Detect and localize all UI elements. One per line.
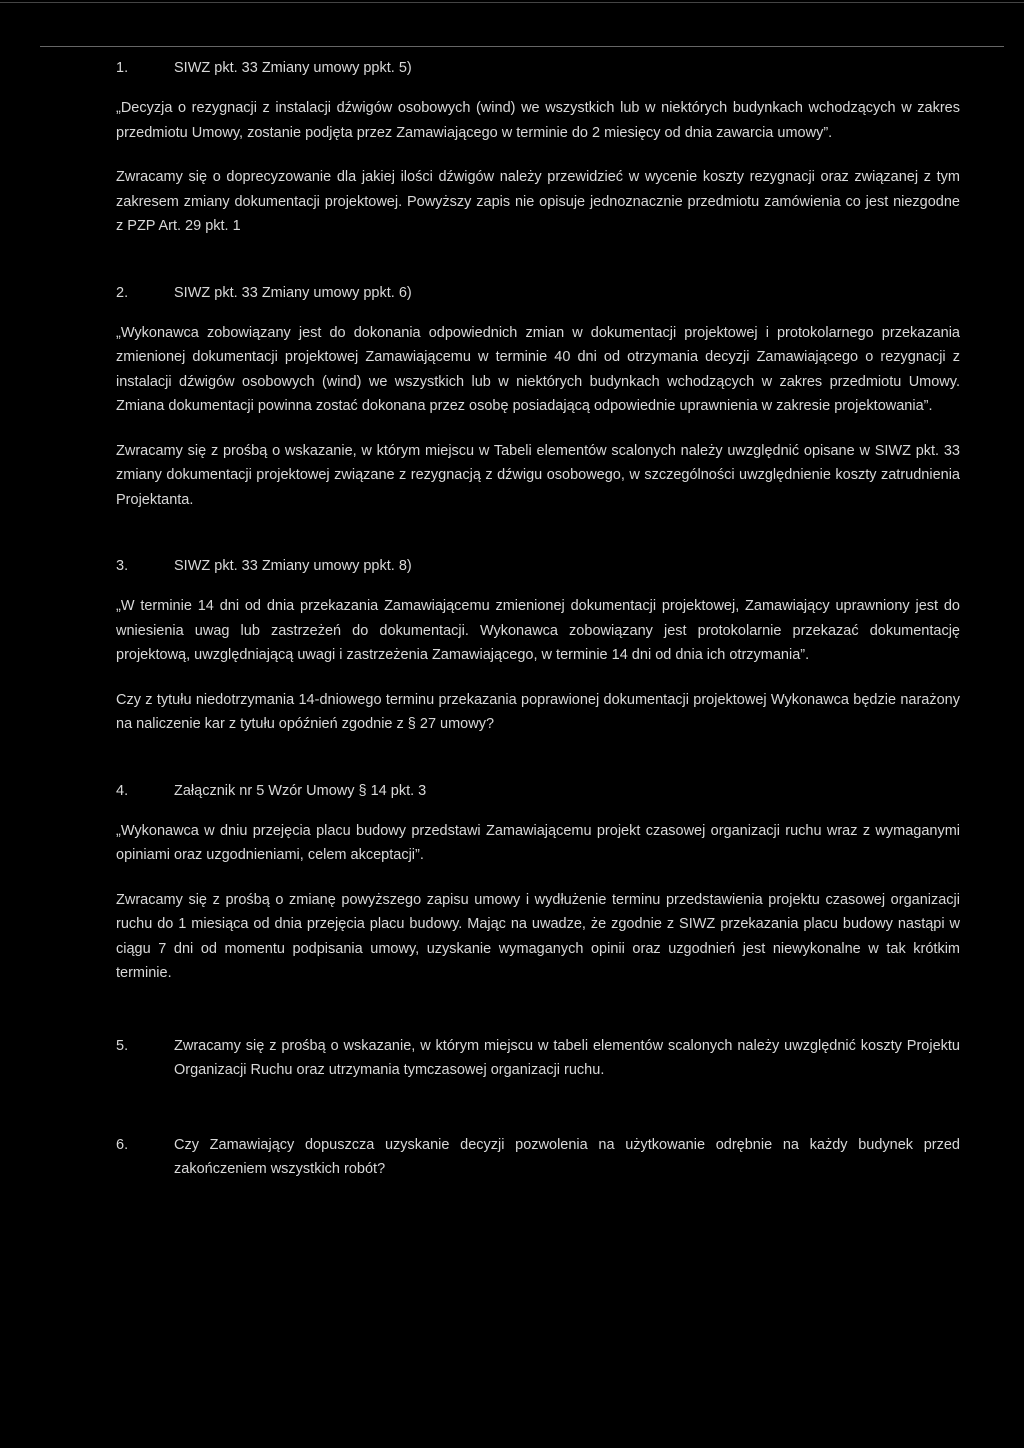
question-4: [116, 781, 960, 986]
question-number: 3.: [116, 558, 129, 574]
quoted-clause: „Wykonawca zobowiązany jest do dokonania odpowiednich zmian w dokumentacji projektowej i protokolarnego przekazania zmienionej dokumentacji projektowej Zamawiającemu w terminie 40 dni od otrzymania decyzji Zamawiającego o rezygnacji z instalacji dźwigów osobowych (wind) we wszystkich lub w niektórych budynkach wchodzących w zakres przedmiotu Umowy. Zmiana dokumentacji powinna zostać dokonana przez osobę posiadającą odpowiednie uprawnienia w zakresie projektowania”.: [116, 324, 960, 414]
header-rule: [40, 46, 1004, 47]
question-heading: [116, 58, 960, 78]
question-heading: [116, 556, 960, 576]
question-text: Zwracamy się z prośbą o zmianę powyższego zapisu umowy i wydłużenie terminu przedstawienia projektu czasowej organizacji ruchu do 1 miesiąca od dnia przejęcia placu budowy. Mając na uwadze, że zgodnie z SIWZ przekazania placu budowy nastąpi w ciągu 7 dni od momentu podpisania umowy, uzyskanie wymaganych opinii oraz uzgodnień jest niewykonalne w tak krótkim terminie.: [116, 891, 960, 981]
question-text: Czy Zamawiający dopuszcza uzyskanie decyzji pozwolenia na użytkowanie odrębnie na każdy budynek przed zakończeniem wszystkich robót?: [174, 1136, 960, 1177]
question-number: 4.: [116, 782, 129, 799]
question-3: [116, 556, 960, 737]
question-number: 2.: [116, 284, 129, 301]
question-number: 5.: [116, 1037, 129, 1054]
question-text: Czy z tytułu niedotrzymania 14-dniowego terminu przekazania poprawionej dokumentacji projektowej Wykonawca będzie narażony na naliczenie kar z tytułu opóźnień zgodnie z § 27 umowy?: [116, 691, 960, 732]
question-text: Zwracamy się z prośbą o wskazanie, w którym miejscu w tabeli elementów scalonych należy uwzględnić koszty Projektu Organizacji Ruchu oraz utrzymania tymczasowej organizacji ruchu.: [174, 1037, 960, 1078]
question-title: Załącznik nr 5 Wzór Umowy § 14 pkt. 3: [174, 782, 427, 799]
question-6: [116, 1133, 960, 1182]
question-title: SIWZ pkt. 33 Zmiany umowy ppkt. 8): [174, 558, 412, 574]
question-text: Zwracamy się z prośbą o wskazanie, w którym miejscu w Tabeli elementów scalonych należy uwzględnić opisane w SIWZ pkt. 33 zmiany dokumentacji projektowej związane z rezygnacją z dźwigu osobowego, w szczególności uwzględnienie koszty zatrudnienia Projektanta.: [116, 442, 960, 508]
question-title: SIWZ pkt. 33 Zmiany umowy ppkt. 5): [174, 60, 412, 76]
question-title: SIWZ pkt. 33 Zmiany umowy ppkt. 6): [174, 284, 412, 301]
question-number: 1.: [116, 60, 129, 76]
question-number: 6.: [116, 1136, 129, 1153]
question-5: [116, 1034, 960, 1083]
question-1: [116, 58, 960, 239]
document-page: [116, 58, 960, 1182]
quoted-clause: „Wykonawca w dniu przejęcia placu budowy przedstawi Zamawiającemu projekt czasowej organizacji ruchu wraz z wymaganymi opiniami oraz uzgodnieniami, celem akceptacji”.: [116, 822, 960, 863]
quoted-clause: „W terminie 14 dni od dnia przekazania Zamawiającemu zmienionej dokumentacji projektowej, Zamawiający uprawniony jest do wniesienia uwag lub zastrzeżeń do dokumentacji. Wykonawca zobowiązany jest protokolarnie przekazać dokumentację projektową, uwzględniającą uwagi i zastrzeżenia Zamawiającego, w terminie 14 dni od dnia ich otrzymania”.: [116, 598, 960, 663]
question-text: Zwracamy się o doprecyzowanie dla jakiej ilości dźwigów należy przewidzieć w wycenie koszty rezygnacji oraz związanej z tym zakresem zmiany dokumentacji projektowej. Powyższy zapis nie opisuje jednoznacznie przedmiotu zamówienia co jest niezgodne z PZP Art. 29 pkt. 1: [116, 169, 960, 234]
question-heading: [116, 781, 960, 801]
question-2: [116, 283, 960, 513]
quoted-clause: „Decyzja o rezygnacji z instalacji dźwigów osobowych (wind) we wszystkich lub w niektórych budynkach wchodzących w zakres przedmiotu Umowy, zostanie podjęta przez Zamawiającego w terminie do 2 miesięcy od dnia zawarcia umowy”.: [116, 100, 960, 141]
top-border-line: [0, 2, 1024, 3]
question-heading: [116, 283, 960, 303]
